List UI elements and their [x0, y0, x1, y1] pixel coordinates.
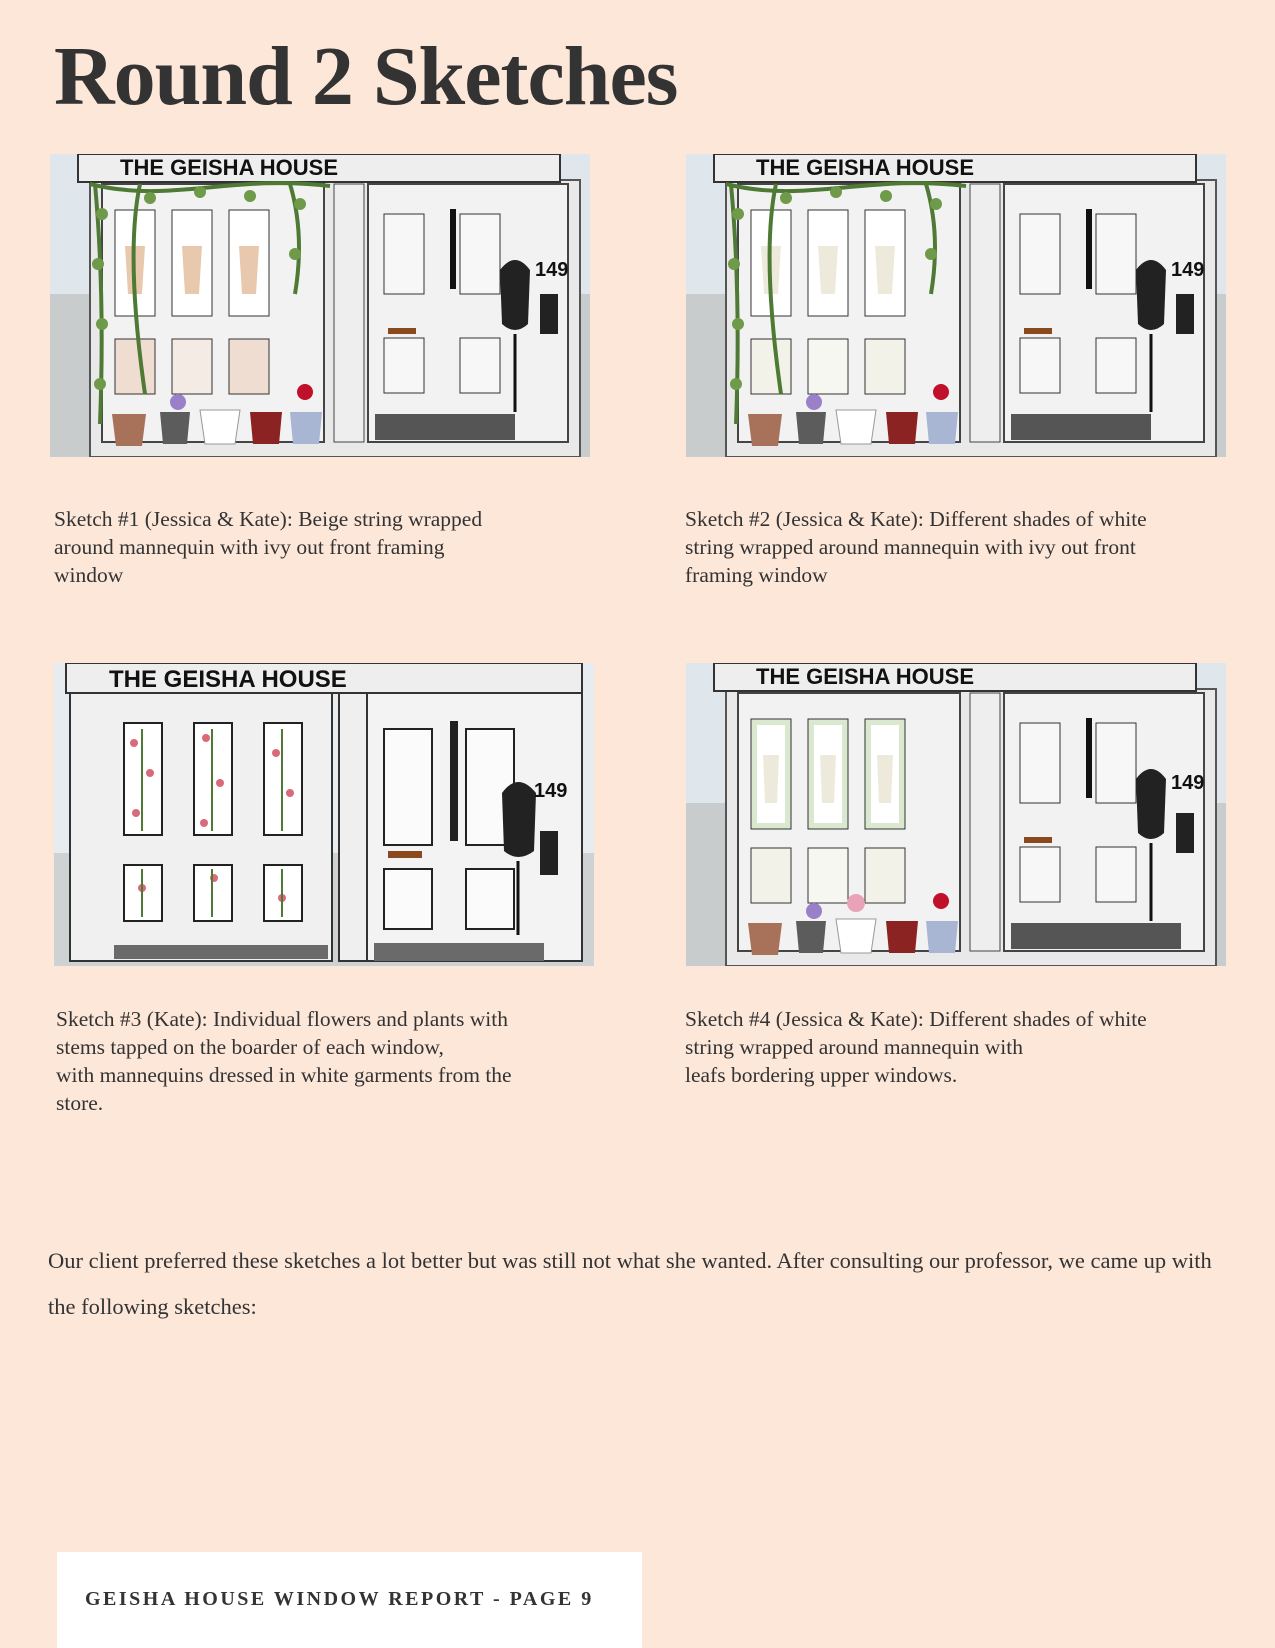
sign-text: THE GEISHA HOUSE [756, 664, 974, 689]
sketch-4-caption: Sketch #4 (Jessica & Kate): Different shades of white string wrapped around mannequin with leafs bordering upper windows. [685, 1007, 1147, 1087]
address-number: 149 [535, 259, 569, 281]
address-number: 149 [1171, 772, 1205, 794]
footer-text: GEISHA HOUSE WINDOW REPORT - PAGE 9 [85, 1588, 594, 1610]
page-title: Round 2 Sketches [54, 30, 678, 123]
sign-text: THE GEISHA HOUSE [756, 155, 974, 180]
storefront-sketch-4 [686, 663, 1226, 966]
sketch-4-image [686, 663, 1226, 966]
storefront-sketch-1 [50, 154, 590, 457]
sketch-3-caption: Sketch #3 (Kate): Individual flowers and plants with stems tapped on the boarder of each window, with mannequins dressed in white garments from the store. [56, 1007, 512, 1115]
address-number: 149 [1171, 259, 1205, 281]
storefront-sketch-2 [686, 154, 1226, 457]
sign-text: THE GEISHA HOUSE [120, 155, 338, 180]
closing-paragraph: Our client preferred these sketches a lot better but was still not what she wanted. After consulting our professor, we came up with the following sketches: [48, 1248, 1212, 1319]
address-number: 149 [534, 780, 568, 802]
sketch-3-image [54, 663, 594, 966]
sketch-1-caption: Sketch #1 (Jessica & Kate): Beige string wrapped around mannequin with ivy out front framing window [54, 507, 483, 587]
sign-text: THE GEISHA HOUSE [109, 666, 347, 693]
storefront-sketch-3 [54, 663, 594, 966]
sketch-1-image [50, 154, 590, 457]
page-footer [57, 1552, 642, 1648]
sketch-2-image [686, 154, 1226, 457]
sketch-2-caption: Sketch #2 (Jessica & Kate): Different shades of white string wrapped around mannequin with ivy out front framing window [685, 507, 1147, 587]
